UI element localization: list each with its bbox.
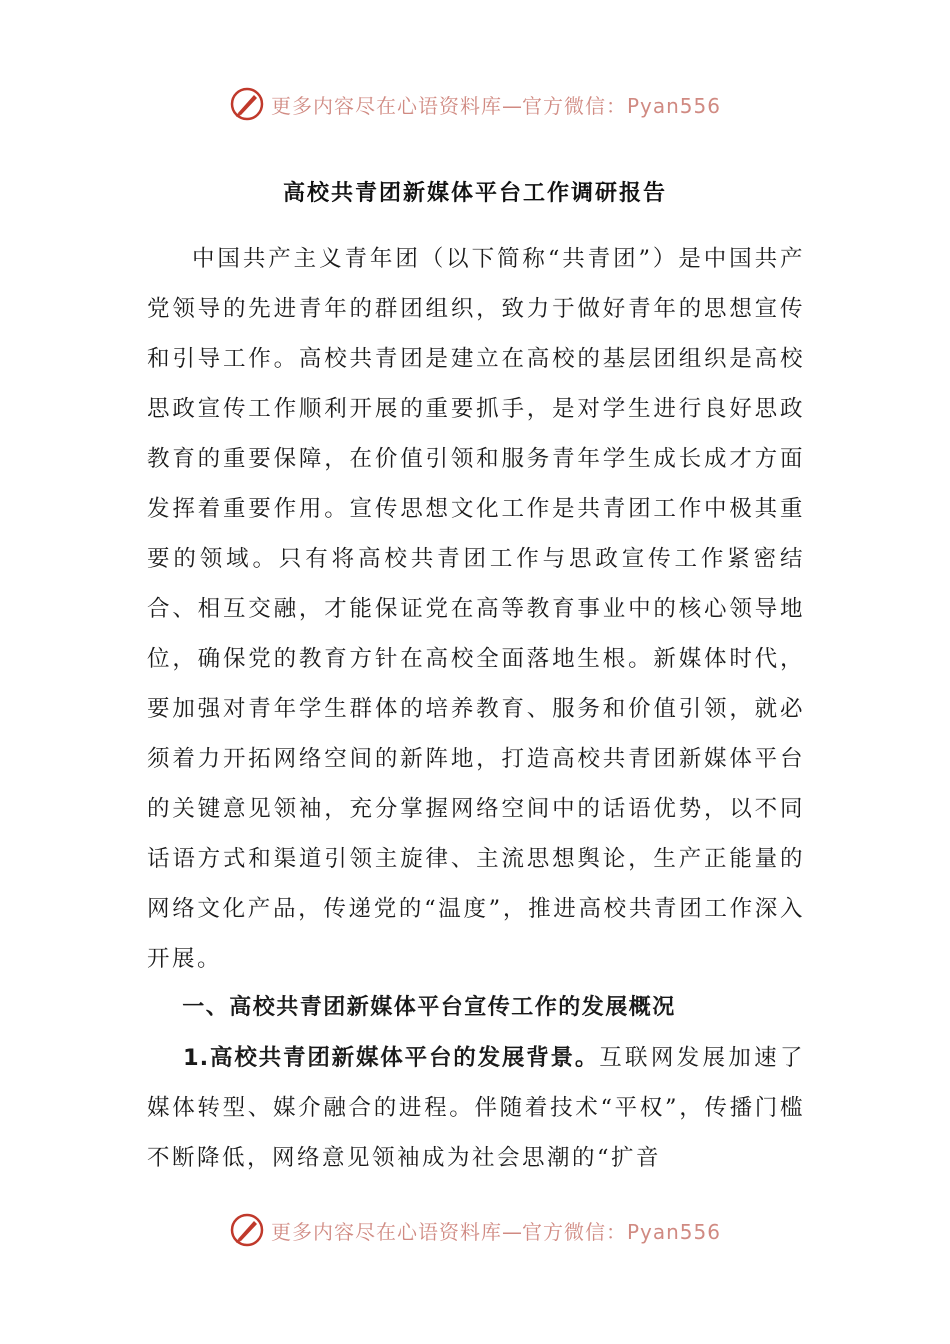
banner-text: 更多内容尽在心语资料库—官方微信：Pyan556 <box>270 1219 721 1244</box>
intro-paragraph <box>147 234 805 984</box>
header-banner <box>0 84 950 124</box>
subsection-lead: 1.高校共青团新媒体平台的发展背景。 <box>183 1045 600 1071</box>
subsection-text: 互联网发展加速了媒体转型、媒介融合的进程。伴随着技术“平权”，传播门槛不断降低，网络意见领袖成为社会思潮的“扩音 <box>147 1045 805 1171</box>
quill-logo-icon <box>229 86 265 122</box>
footer-banner <box>0 1210 950 1250</box>
banner-text: 更多内容尽在心语资料库—官方微信：Pyan556 <box>270 93 721 118</box>
document-title: 高校共青团新媒体平台工作调研报告 <box>282 181 667 206</box>
intro-text: 中国共产主义青年团（以下简称“共青团”）是中国共产党领导的先进青年的群团组织，致力于做好青年的思想宣传和引导工作。高校共青团是建立在高校的基层团组织是高校思政宣传工作顺利开展的重要抓手，是对学生进行良好思政教育的重要保障，在价值引领和服务青年学生成长成才方面发挥着重要作用。宣传思想文化工作是共青团工作中极其重要的领域。只有将高校共青团工作与思政宣传工作紧密结合、相互交融，才能保证党在高等教育事业中的核心领导地位，确保党的教育方针在高校全面落地生根。新媒体时代，要加强对青年学生群体的培养教育、服务和价值引领，就必须着力开拓网络空间的新阵地，打造高校共青团新媒体平台的关键意见领袖，充分掌握网络空间中的话语优势，以不同话语方式和渠道引领主旋律、主流思想舆论，生产正能量的网络文化产品，传递党的“温度”，推进高校共青团工作深入开展。 <box>147 246 805 972</box>
section-heading: 一、高校共青团新媒体平台宣传工作的发展概况 <box>182 995 676 1020</box>
subsection-paragraph <box>147 1033 805 1183</box>
quill-logo-icon <box>229 1212 265 1248</box>
